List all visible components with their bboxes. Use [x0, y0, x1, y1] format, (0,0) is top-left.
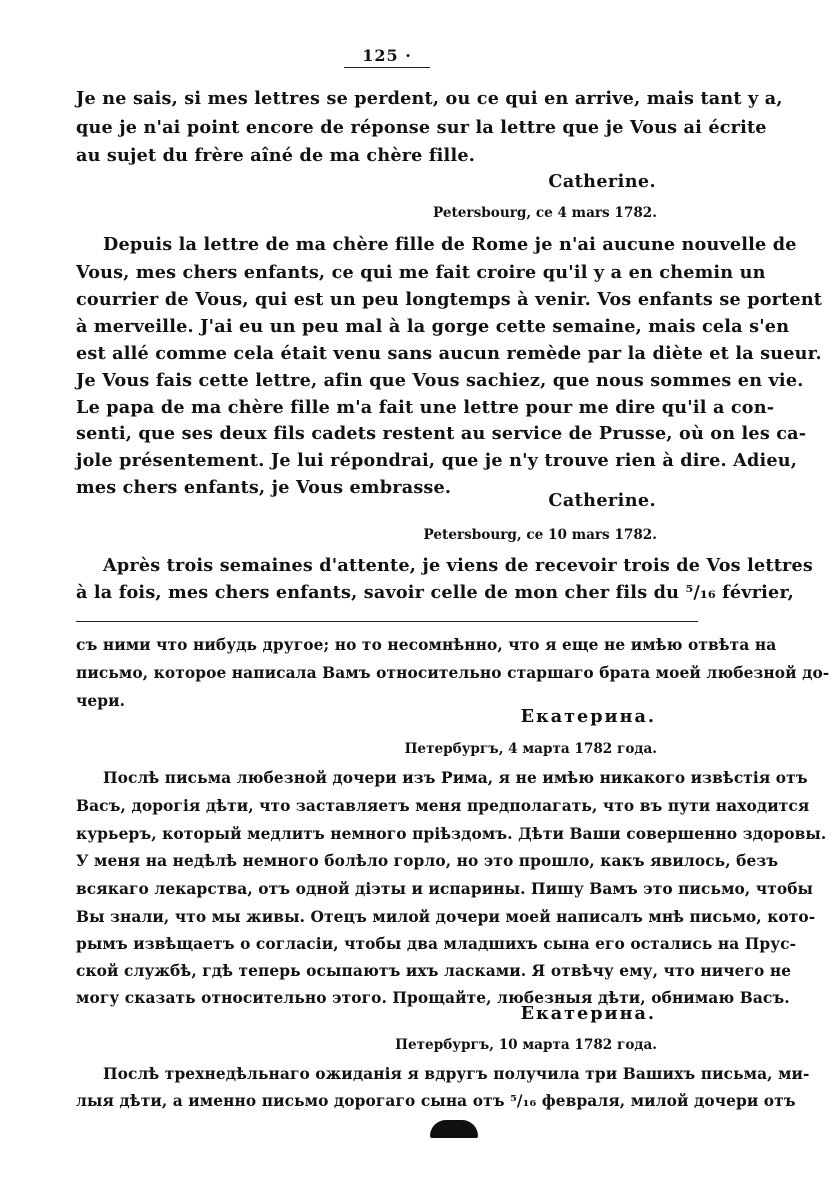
text-line: à merveille. J'ai eu un peu mal à la gorge cette semaine, mais cela s'en: [76, 316, 790, 337]
text-line: Je Vous fais cette lettre, afin que Vous sachiez, que nous sommes en vie.: [76, 370, 804, 391]
signature: Екатерина.: [520, 1003, 656, 1024]
text-line: Après trois semaines d'attente, je viens de recevoir trois de Vos lettres: [103, 555, 813, 576]
text-line: письмо, которое написала Вамъ относительно старшаго брата моей любезной до-: [76, 664, 830, 682]
text-line: est allé comme cela était venu sans aucun remède par la diète et la sueur.: [76, 343, 822, 364]
text-line: курьеръ, который медлитъ немного пріѣздомъ. Дѣти Ваши совершенно здоровы.: [76, 825, 827, 843]
text-line: лыя дѣти, а именно письмо дорогаго сына отъ ⁵/₁₆ февраля, милой дочери отъ: [76, 1092, 796, 1110]
letter-date: Петербургъ, 10 марта 1782 года.: [395, 1037, 657, 1053]
text-line: mes chers enfants, je Vous embrasse.: [76, 477, 452, 498]
letter-date: Petersbourg, ce 4 mars 1782.: [433, 205, 657, 221]
text-line: У меня на недѣлѣ немного болѣло горло, но это прошло, какъ явилось, безъ: [76, 852, 779, 870]
text-line: que je n'ai point encore de réponse sur la lettre que je Vous ai écrite: [76, 117, 767, 138]
page-number-rule: [344, 67, 430, 68]
text-line: Depuis la lettre de ma chère fille de Rome je n'ai aucune nouvelle de: [103, 234, 797, 255]
text-line: чери.: [76, 692, 126, 710]
text-line: ской службѣ, гдѣ теперь осыпаютъ ихъ ласками. Я отвѣчу ему, что ничего не: [76, 962, 792, 980]
signature: Екатерина.: [520, 706, 656, 727]
text-line: au sujet du frère aîné de ma chère fille.: [76, 145, 476, 166]
signature: Catherine.: [548, 171, 656, 192]
text-line: Vous, mes chers enfants, ce qui me fait croire qu'il y a en chemin un: [76, 262, 766, 283]
text-line: Le papa de ma chère fille m'a fait une lettre pour me dire qu'il a con-: [76, 397, 775, 418]
page-number: 125 ·: [362, 46, 412, 65]
text-line: à la fois, mes chers enfants, savoir celle de mon cher fils du ⁵/₁₆ février,: [76, 582, 794, 603]
text-line: Вы знали, что мы живы. Отецъ милой дочери моей написалъ мнѣ письмо, кото-: [76, 908, 816, 926]
text-line: courrier de Vous, qui est un peu longtemps à venir. Vos enfants se portent: [76, 289, 823, 310]
letter-date: Петербургъ, 4 марта 1782 года.: [404, 741, 657, 757]
text-line: могу сказать относительно этого. Прощайте, любезныя дѣти, обнимаю Васъ.: [76, 989, 790, 1007]
letter-date: Petersbourg, ce 10 mars 1782.: [423, 527, 657, 543]
ink-blot: [430, 1120, 478, 1138]
text-line: съ ними что нибудь другое; но то несомнѣнно, что я еще не имѣю отвѣта на: [76, 636, 777, 654]
text-line: Послѣ письма любезной дочери изъ Рима, я не имѣю никакого извѣстія отъ: [103, 769, 808, 787]
text-line: рымъ извѣщаетъ о согласіи, чтобы два младшихъ сына его остались на Прус-: [76, 935, 797, 953]
text-line: jole présentement. Je lui répondrai, que je n'y trouve rien à dire. Adieu,: [76, 450, 798, 471]
text-line: Васъ, дорогія дѣти, что заставляетъ меня предполагать, что въ пути находится: [76, 797, 810, 815]
text-line: Послѣ трехнедѣльнаго ожиданія я вдругъ получила три Вашихъ письма, ми-: [103, 1065, 810, 1083]
signature: Catherine.: [548, 490, 656, 511]
section-divider: [76, 621, 698, 622]
text-line: всякаго лекарства, отъ одной діэты и испарины. Пишу Вамъ это письмо, чтобы: [76, 880, 814, 898]
text-line: senti, que ses deux fils cadets restent au service de Prusse, où on les ca-: [76, 423, 807, 444]
text-line: Je ne sais, si mes lettres se perdent, ou ce qui en arrive, mais tant y a,: [76, 88, 783, 109]
